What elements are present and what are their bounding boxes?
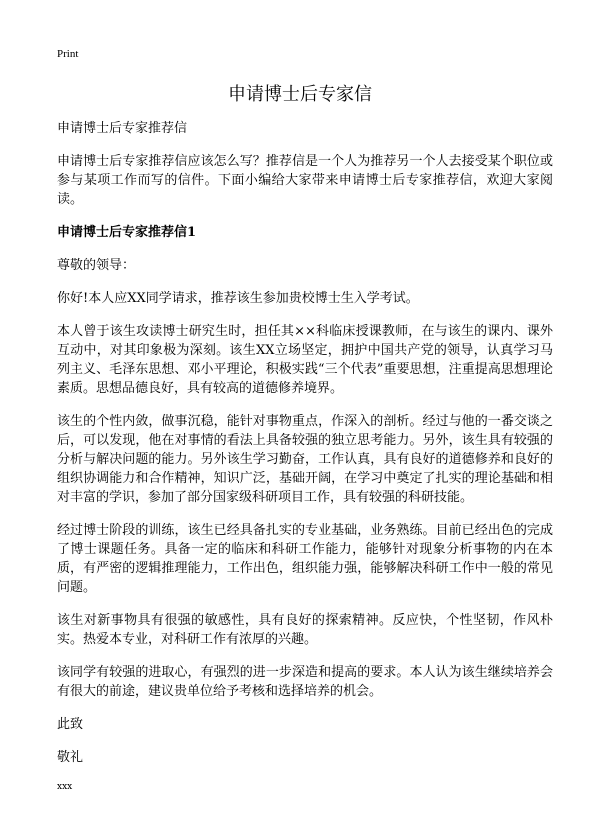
section-heading: 申请博士后专家推荐信1 — [57, 225, 197, 240]
page-title: 申请博士后专家信 — [228, 84, 372, 105]
body-paragraph: 该生的个性内敛，做事沉稳，能针对事物重点，作深入的剖析。经过与他的一番交谈之后，可以发现，他在对事情的看法上具备较强的独立思考能力。另外，该生具有较强的分析与解决问题的能力。另外该生学习勤奋，工作认真，具有良好的道德修养和良好的组织协调能力和合作精神，知识广泛，基础开阔，在学习中奠定了扎实的理论基础和相对丰富的学识，参加了部分国家级科研项目工作，具有较强的科研技能。 — [57, 414, 553, 505]
article-body — [57, 119, 553, 807]
body-paragraph: 经过博士阶段的训练，该生已经具备扎实的专业基础，业务熟练。目前已经出色的完成了博士课题任务。具备一定的临床和科研工作能力，能够针对现象分析事物的内在本质，有严密的逻辑推理能力，工作出色，组织能力强，能够解决科研工作中一般的常见问题。 — [57, 523, 553, 595]
article-subtitle: 申请博士后专家推荐信 — [57, 121, 188, 136]
salutation: 尊敬的领导： — [57, 258, 136, 273]
body-paragraph: 该同学有较强的进取心，有强烈的进一步深造和提高的要求。本人认为该生继续培养会有很大的前途，建议贵单位给予考核和选择培养的机会。 — [57, 665, 553, 699]
body-paragraph: 本人曾于该生攻读博士研究生时，担任其××科临床授课教师，在与该生的课内、课外互动中，对其印象极为深刻。该生XX立场坚定，拥护中国共产党的领导，认真学习马列主义、毛泽东思想、邓小平理论，积极实践“三个代表”重要思想，注重提高思想理论素质。思想品德良好，具有较高的道德修养境界。 — [57, 324, 553, 396]
closing-line: 敬礼 — [57, 750, 84, 765]
body-paragraph: 该生对新事物具有很强的敏感性，具有良好的探索精神。反应快，个性坚韧，作风朴实。热爱本专业，对科研工作有浓厚的兴趣。 — [57, 613, 553, 647]
intro-paragraph: 申请博士后专家推荐信应该怎么写？推荐信是一个人为推荐另一个人去接受某个职位或参与某项工作而写的信件。下面小编给大家带来申请博士后专家推荐信，欢迎大家阅读。 — [57, 154, 553, 207]
signature: xxx — [57, 782, 73, 792]
closing-line: 此致 — [57, 717, 84, 732]
print-link[interactable]: Print — [57, 48, 79, 60]
body-paragraph: 你好!本人应XX同学请求，推荐该生参加贵校博士生入学考试。 — [57, 291, 419, 306]
